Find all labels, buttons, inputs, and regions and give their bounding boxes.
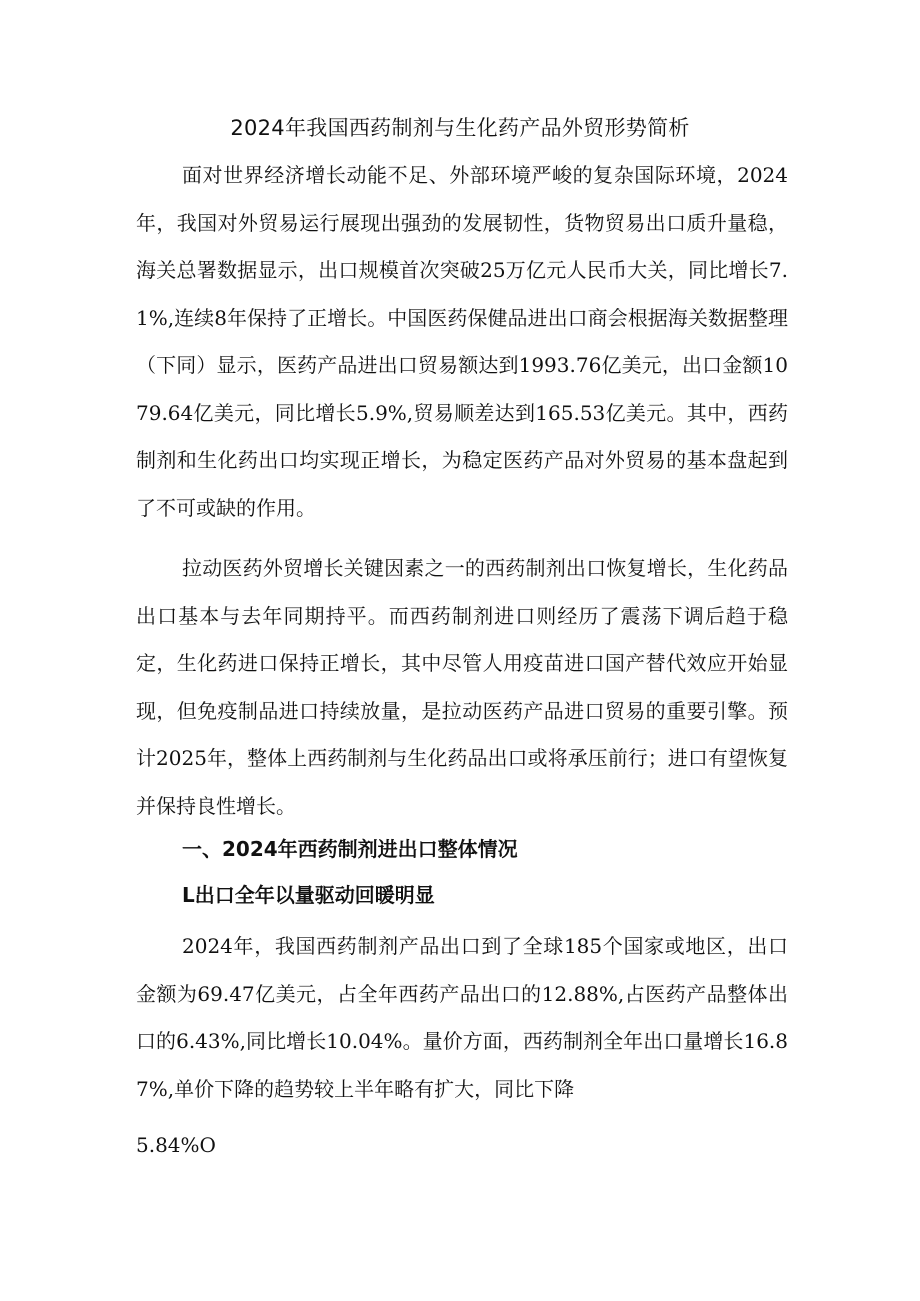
intro-paragraph: 面对世界经济增长动能不足、外部环境严峻的复杂国际环境，2024年，我国对外贸易运行展现出强劲的发展韧性，货物贸易出口质升量稳，海关总署数据显示，出口规模首次突破25万亿元人民币大关，同比增长7.1%,连续8年保持了正增长。中国医药保健品进出口商会根据海关数据整理（下同）显示，医药产品进出口贸易额达到1993.76亿美元，出口金额1079.64亿美元，同比增长5.9%,贸易顺差达到165.53亿美元。其中，西药制剂和生化药出口均实现正增长，为稳定医药产品对外贸易的基本盘起到了不可或缺的作用。 (136, 163, 788, 520)
section-paragraph: 2024年，我国西药制剂产品出口到了全球185个国家或地区，出口金额为69.47亿美元，占全年西药产品出口的12.88%,占医药产品整体出口的6.43%,同比增长10.04%。量价方面，西药制剂全年出口量增长16.87%,单价下降的趋势较上半年略有扩大，同比下降 (136, 934, 788, 1101)
trailing-text: 5.84%O (136, 1133, 216, 1157)
document-title: 2024年我国西药制剂与生化药产品外贸形势简析 (230, 116, 690, 140)
subsection-heading: L出口全年以量驱动回暖明显 (182, 883, 435, 907)
trend-paragraph: 拉动医药外贸增长关键因素之一的西药制剂出口恢复增长，生化药品出口基本与去年同期持平。而西药制剂进口则经历了震荡下调后趋于稳定，生化药进口保持正增长，其中尽管人用疫苗进口国产替代效应开始显现，但免疫制品进口持续放量，是拉动医药产品进口贸易的重要引擎。预计2025年，整体上西药制剂与生化药品出口或将承压前行；进口有望恢复并保持良性增长。 (136, 556, 788, 818)
section-heading: 一、2024年西药制剂进出口整体情况 (182, 837, 518, 861)
